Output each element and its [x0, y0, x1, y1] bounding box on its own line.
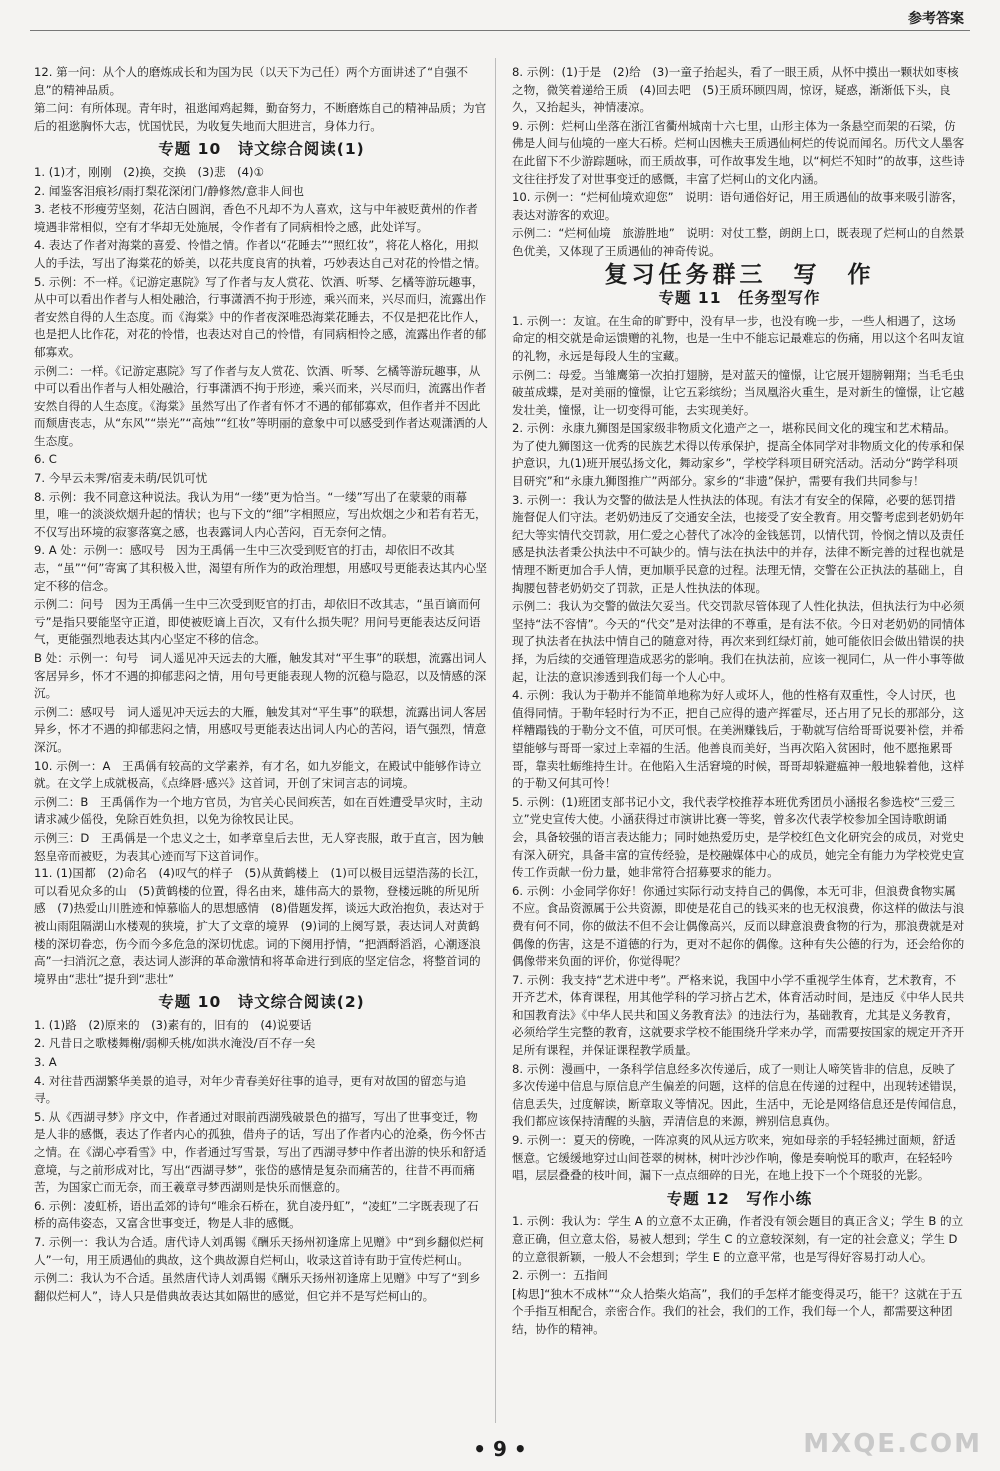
answer-paragraph: 11. (1)国都 (2)命名 (4)叹气的样子 (5)从黄鹤楼上 (1)可以极目远望浩荡的长江，可以看见众多的山 (5)黄鹤楼的位置，得名由来，雄伟高大的景物，登楼远眺的所见所感 (7)热爱山川胜迹和悼慕临人的思想感情 (8)借题发挥，谈远大政治抱负，表达对于被山雨阻隔湖山水楼观的狭境，扩大了文章的境界 (9)词的上阕写景，表达词人对黄鹤楼的深切眷恋，伤今而今多危急的深切忧虑。词的下阕用抒情，“把酒酹滔滔，心潮逐浪高”一扫消沉之意，表达词人澎湃的革命激情和将革命进行到底的坚定信念，将整首词的境界由“悲壮”提升到“悲壮” [34, 866, 487, 986]
answer-paragraph: 6. C [34, 452, 57, 467]
answer-paragraph: 2. 凡昔日之歌楼舞榭/弱柳夭桃/如洪水淹没/百不存一矣 [34, 1036, 316, 1051]
answer-paragraph: 8. 示例：我不同意这种说法。我认为用“一缕”更为恰当。“一缕”写出了在蒙蒙的雨幕里，唯一的淡淡炊烟升起的情状；也与下文的“细”字相照应，写出炊烟之少和若有若无，不仅写出环境的寂寥落寞之感，也表露词人内心苦闷，百无奈何之情。 [34, 489, 487, 539]
answer-paragraph: 8. 示例：漫画中，一条科学信息经多次传递后，成了一则让人啼笑皆非的信息，反映了多次传递中信息与原信息产生偏差的问题，这样的信息在传递的过程中，出现转述错误，信息丢失，过度解读，断章取义等情况。因此，生活中，无论是网络信息还是传闻信息，我们都应该保持清醒的头脑，弄清信息的来源，辨别信息真伪。 [512, 1061, 965, 1129]
answers-block [34, 164, 489, 865]
left-column [34, 64, 489, 1305]
answer-paragraph: 示例二：我认为交警的做法欠妥当。代交罚款尽管体现了人性化执法，但执法行为中必须坚持“法不容情”。今天的“代交”是对法律的不尊重，是有法不依。今日对老奶奶的同情体现了执法者在执法中情自己的随意对待，再次来到红绿灯前，她可能依旧会做出错误的抉择，为后续的交通管理造成恶劣的影响。我们在执法前，应该一视同仁，从一件小事等做起，让法的意识渗透到我们每一个人心中。 [512, 599, 965, 684]
answer-paragraph: 5. 示例：(1)班团支部书记小文，我代表学校推荐本班优秀团员小涵报名参选校“三爱三立”党史宣传大使。小涵获得过市演讲比赛一等奖，曾多次代表学校参加全国诗歌朗诵会，具备较强的语言表达能力；同时她热爱历史，是学校红色文化研究会的成员，对党史有深入研究，具备丰富的宣传经验，是校融媒体中心的成员，她完全有能力为学校党史宣传工作贡献一份力量，她非常符合招募要求的能力。 [512, 794, 965, 880]
answer-paragraph: 9. A 处：示例一：感叹号 因为王禹偁一生中三次受到贬官的打击，却依旧不改其志，“虽”“何”寄寓了其积极入世，渴望有所作为的政治理想，用感叹号更能表达其内心坚定不移的信念。 [34, 543, 487, 593]
answer-paragraph: 5. 从《西湖寻梦》序文中，作者通过对眼前西湖残破景色的描写，写出了世事变迁，物是人非的感慨，表达了作者内心的孤独，借舟子的话，写出了作者内心的沧桑，伤今怀古之情。在《湖心亭看雪》中，作者通过写雪景，写出了西湖寻梦中作者出游的快乐和舒适意境，与之前形成对比，写出“西湖寻梦”，张岱的感情是复杂而痛苦的，往昔不再而痛苦，为国家亡而无奈，而王羲章寻梦西湖则是快乐而惬意的。 [34, 1109, 487, 1195]
header-label: 参考答案 [908, 11, 964, 27]
answer-paragraph: 7. 示例：我支持“艺术进中考”。严格来说，我国中小学不重视学生体育，艺术教育，不开齐艺术，体育课程，用其他学科的学习挤占艺术，体育活动时间，是违反《中华人民共和国教育法》《中华人民共和国义务教育法》的违法行为，基础教育，尤其是义务教育，必须给学生完整的教育，这就要求学校不能围绕升学来办学，而需要按国家的规定开齐开足所有课程，并保证课程教学质量。 [512, 972, 965, 1058]
answer-paragraph: 6. 示例：小金同学你好！你通过实际行动支持自己的偶像，本无可非，但浪费食物实属不应。食品资源属于公共资源，即使是花自己的钱买来的也无权浪费，你这样的做法与浪费有何不同，你的做法不但不会让偶像高兴，反而以肆意浪费食物的行为，那浪费就是对偶像的伤害，这是不道德的行为，更对不起你的偶像。这种有失公德的行为，还会给你的偶像带来负面的评价，你觉得呢？ [512, 883, 965, 969]
answer-paragraph: 示例二：一样。《记游定惠院》写了作者与友人赏花、饮酒、听琴、乞橘等游玩趣事，从中可以看出作者与人相处融洽，行事潇洒不拘于形迹，乘兴而来，兴尽而归，流露出作者安然自得的人生态度。《海棠》虽然写出了作者有怀才不遇的郁郁寡欢，但作者并不因此而颓唐丧志，从“东风”“崇光”“高烛”“红妆”等明丽的意象中可以感受到作者达观潇洒的人生态度。 [34, 363, 488, 448]
answer-paragraph: 示例三：D 王禹偁是一个忠义之士，如孝章皇后去世，无人穿丧服，敢于直言，因为触怒皇帝而被贬，为表其心迹而写下这首词作。 [34, 830, 484, 863]
answer-paragraph: 1. 示例一：友谊。在生命的旷野中，没有早一步，也没有晚一步，一些人相遇了，这场命定的相交就是命运馈赠的礼物，也是一生中不能忘记最难忘的伤痛，用以这个名叫友谊的礼物，永远是每段人生的宝藏。 [512, 313, 965, 363]
answer-paragraph: 6. 示例：凌虹桥，语出孟郊的诗句“唯余石桥在，犹自凌丹虹”，“凌虹”二字既表现了石桥的高伟姿态，又富含世事变迁，物是人非的感慨。 [34, 1198, 479, 1231]
answer-paragraph: 3. 示例一：我认为交警的做法是人性执法的体现。有法才有安全的保障，必要的惩罚措施督促人们守法。老奶奶违反了交通安全法，也接受了安全教育。用交警考虑到老奶奶年纪大等实情代交罚款，用仁爱之心替代了冰冷的金钱惩罚，以情代罚，怜悯之情以及责任感是执法者秉公执法中不可缺少的。情与法在执法中的并存，法律不断完善的过程也就是情理不断更加合手人情，更加顺乎民意的过程。法理无情，交警在公正执法的基础上，自掏腰包替老奶奶交了罚款，正是人性执法的体现。 [512, 492, 965, 595]
answer-paragraph: 1. 示例：我认为：学生 A 的立意不太正确，作者没有领会题目的真正含义；学生 B 的立意正确，但立意太俗，易被人想到；学生 C 的立意较深刻，有一定的社会意义；学生 D 的立意很新颖，一般人不会想到；学生 E 的立意平常，也是写得好容易打动人心。 [512, 1214, 964, 1264]
answer-paragraph: 示例二：“烂柯仙境 旅游胜地” 说明：对仗工整，朗朗上口，既表现了烂柯山的自然景色优美，又体现了王质遇仙的神奇传说。 [512, 226, 965, 258]
header-rule [30, 30, 970, 31]
answer-paragraph: 9. 示例：烂柯山坐落在浙江省衢州城南十六七里，山形主体为一条悬空而架的石梁，仿佛是人间与仙境的一座大石桥。烂柯山因樵夫王质遇仙柯烂的传说而闻名。历代文人墨客在此留下不少游踪题咏，而王质故事，可作故事发生地，以“柯烂不知时”的故事，这些诗文往往抒发了对世事变迁的感慨，丰富了烂柯山的文化内涵。 [512, 118, 965, 186]
answer-paragraph: 4. 对往昔西湖繁华美景的追寻，对年少青春美好往事的追寻，更有对故国的留恋与追寻。 [34, 1073, 467, 1106]
answer-paragraph: 3. 老枝不形瘦劳坚刻，花洁白圆润，香色不凡却不为人喜欢，这与中年被贬黄州的作者境遇非常相似，空有才华却无处施展，令作者有了同病相怜之感，此处详写。 [34, 202, 478, 234]
answer-paragraph: 第二问：有所体现。青年时，祖逖闻鸡起舞，勤奋努力，不断磨炼自己的精神品质；为官后的祖逖胸怀大志，忧国忧民，为收复失地而大胆进言，身体力行。 [34, 101, 487, 133]
answers-block [34, 64, 489, 135]
answer-paragraph: 示例二：B 王禹偁作为一个地方官员，为官关心民间疾苦，如在百姓遭受旱灾时，主动请求减少傜役，免除百姓负担，以免为徐牧民让民。 [34, 794, 483, 827]
answer-paragraph: [构思]“独木不成林”“众人拾柴火焰高”，我们的手怎样才能变得灵巧，能干？这就在于五个手指互相配合，亲密合作。我们的社会，我们的工作，我们每一个人，都需要这种团结，协作的精神。 [512, 1286, 963, 1336]
answer-paragraph: 4. 示例：我认为于勒并不能简单地称为好人或坏人，他的性格有双重性，令人讨厌，也值得同情。于勒年轻时行为不正，把自己应得的遗产挥霍尽，还占用了兄长的那部分，这样糟蹋钱的于勒分文不值，可厌可恨。在美洲赚钱后，于勒就写信给哥哥说要补偿，并希望能够与哥哥一家过上幸福的生活。他善良而美好，当再次陷入贫困时，他不愿拖累哥哥，靠卖牡蛎维持生计。在他陷入生活窘境的时候，哥哥却躲避瘟神一般地躲着他，这样的于勒又何其可怜！ [512, 688, 965, 791]
topic-heading: 专题 10 诗文综合阅读(1) [158, 140, 365, 159]
answer-paragraph: 1. (1)路 (2)原来的 (3)素有的，旧有的 (4)说要话 [34, 1017, 312, 1032]
answer-paragraph: 9. 示例一：夏天的傍晚，一阵凉爽的风从远方吹来，宛如母亲的手轻轻拂过面颊，舒适惬意。它缓缓地穿过山间苍翠的树林，树叶沙沙作响，像是奏响悦耳的歌声，在轻轻吟唱，层层叠叠的枝叶间，漏下一点点细碎的日光，在地上投下一个个斑驳的光影。 [512, 1133, 956, 1183]
answer-paragraph: 7. 示例一：我认为合适。唐代诗人刘禹锡《酬乐天扬州初逢席上见赠》中“到乡翻似烂柯人”一句，用王质遇仙的典故，这个典故源自烂柯山，收录这首诗有助于宣传烂柯山。 [34, 1235, 484, 1267]
answer-paragraph: 12. 第一问：从个人的磨炼成长和为国为民（以天下为己任）两个方面讲述了“自强不息”的精神品质。 [34, 65, 468, 97]
answer-paragraph: 示例二：我认为不合适。虽然唐代诗人刘禹锡《酬乐天扬州初逢席上见赠》中写了“到乡翻似烂柯人”，诗人只是借典故表达其如隔世的感觉，但它并不是写烂柯山的。 [34, 1271, 481, 1303]
task-group-heading: 复习任务群三 写 作 [604, 261, 875, 288]
answer-paragraph: 示例二：问号 因为王禹偁一生中三次受到贬官的打击，却依旧不改其志，“虽百谪而何亏”是指只要能坚守正道，即使被贬谪上百次，又有什么损失呢？用问号更能表达反问语气，更能强烈地表达其内心坚定不移的信念。 [34, 597, 481, 647]
answer-paragraph: B 处：示例一：句号 词人遥见冲天远去的大雁，触发其对“平生事”的联想，流露出词人客居异乡，怀才不遇的抑郁悲闷之情，用句号更能表现人物的沉稳与隐忍，以及情感的深沉。 [34, 651, 487, 701]
answers-block [512, 313, 967, 1185]
answer-paragraph: 7. 今早云未霁/宿麦未萌/民饥可忧 [34, 471, 208, 486]
topic-heading: 专题 11 任务型写作 [658, 289, 821, 308]
column-divider [495, 58, 496, 1423]
answer-paragraph: 1. (1)才，刚刚 (2)换，交换 (3)悲 (4)① [34, 164, 264, 179]
answers-block [34, 1017, 489, 1306]
answer-paragraph: 3. A [34, 1055, 57, 1070]
answers-block [512, 1213, 967, 1338]
answer-paragraph: 2. 示例一：五指间 [512, 1268, 608, 1283]
answer-paragraph: 4. 表达了作者对海棠的喜爱、怜惜之情。作者以“花睡去”“照红妆”，将花人格化，用拟人的手法，写出了海棠花的娇美，以花共度良宵的执着，巧妙表达自己对花的怜惜之情。 [34, 238, 487, 270]
answers-block [34, 865, 489, 988]
answer-paragraph: 示例二：感叹号 词人遥见冲天远去的大雁，触发其对“平生事”的联想，流露出词人客居异乡，怀才不遇的抑郁悲闷之情，用感叹号更能表达出词人内心的苦闷，语气强烈，情意深沉。 [34, 704, 487, 754]
answer-paragraph: 8. 示例：(1)于是 (2)给 (3)一童子抬起头，看了一眼王质，从怀中摸出一颗状如枣核之物，微笑着递给王质 (4)回去吧 (5)王质环顾四周，惊讶，疑惑，渐渐低下头，良久，又抬起头，神情凄凉。 [512, 65, 959, 115]
right-column [512, 64, 967, 1339]
answer-paragraph: 10. 示例一：“烂柯仙境欢迎您” 说明：语句通俗好记，用王质遇仙的故事来吸引游客，表达对游客的欢迎。 [512, 190, 964, 222]
topic-heading: 专题 12 写作小练 [666, 1189, 813, 1208]
answer-paragraph: 2. 示例：永康九狮图是国家级非物质文化遗产之一，堪称民间文化的瑰宝和艺术精品。为了使九狮图这一优秀的民族艺术得以传承保护，提高全体同学对非物质文化的传承和保护意识，九(1)班开展弘扬文化，舞动家乡”，学校学科项目研究活动。活动分“跨学科项目研究”和“永康九狮图推广”两部分。家乡的“非遗”保护，需要有我们共同参与！ [512, 421, 965, 489]
answer-paragraph: 示例二：母爱。当雏鹰第一次拍打翅膀，是对蓝天的憧憬，让它展开翅膀翱翔；当毛毛虫破茧成蝶，是对美丽的憧憬，让它五彩缤纷；当凤凰浴火重生，是对新生的憧憬，让它越发壮美，憧憬，让一切变得可能，去实现美好。 [512, 367, 965, 417]
answers-block [512, 64, 967, 261]
watermark-logo: MXQE.COM [803, 1429, 982, 1459]
page-number: • 9 • [473, 1437, 527, 1461]
answer-paragraph: 10. 示例一：A 王禹偁有较高的文学素养，有才名，如九岁能文，在殿试中能够作诗立就。在文学上成就极高，《点绛唇·感兴》这首词，开创了宋词言志的词境。 [34, 758, 482, 791]
topic-heading: 专题 10 诗文综合阅读(2) [158, 993, 365, 1012]
answer-paragraph: 2. 闻鉴客泪痕衫/雨打梨花深闭门/静修然/意非人间也 [34, 183, 304, 198]
answer-paragraph: 5. 示例：不一样。《记游定惠院》写了作者与友人赏花、饮酒、听琴、乞橘等游玩趣事，从中可以看出作者与人相处融洽，行事潇洒不拘于形迹，乘兴而来，兴尽而归，流露出作者安然自得的人生态度。而《海棠》中的作者夜深唯恐海棠花睡去，不仅是把花比作人，也是把人比作花，对花的怜惜，也表达对自己的怜惜，有同病相怜之感，流露出作者的郁郁寡欢。 [34, 274, 487, 359]
